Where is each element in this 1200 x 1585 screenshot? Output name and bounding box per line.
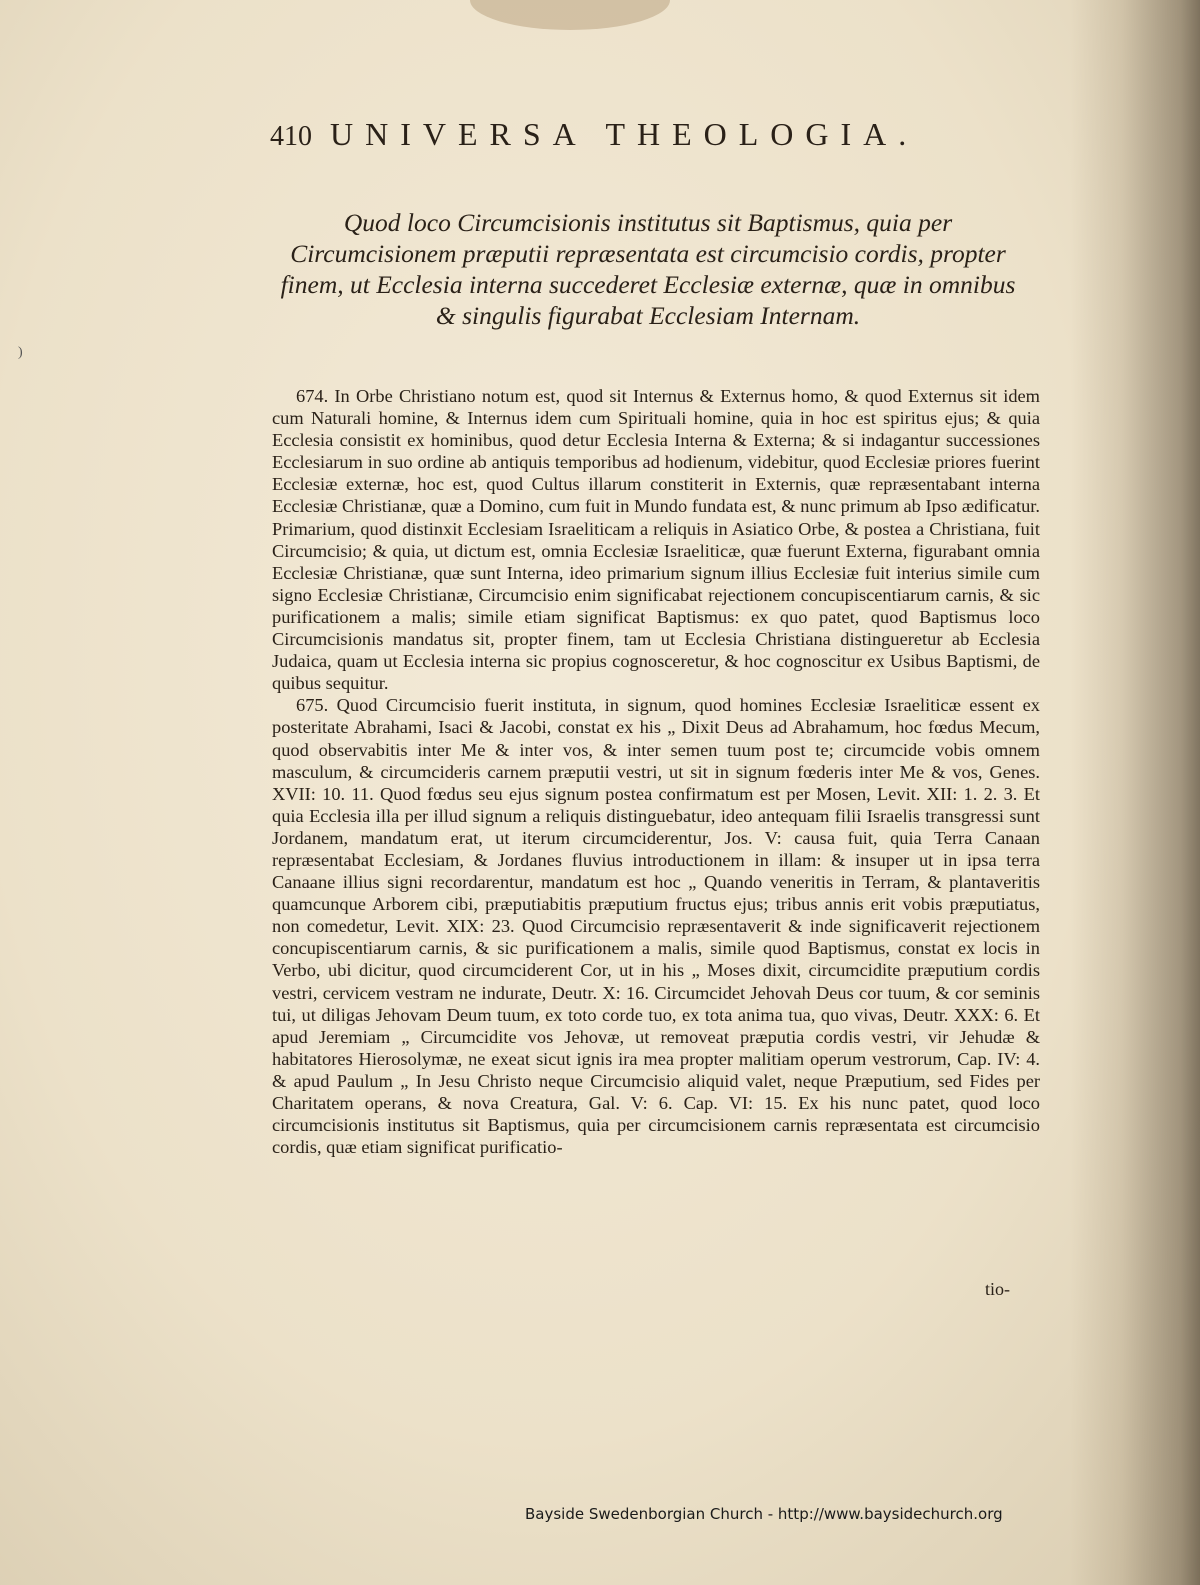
page-number: 410 — [270, 121, 312, 152]
paragraph-674: 674. In Orbe Christiano notum est, quod sit Internus & Externus homo, & quod Externus sit idem cum Naturali homine, & Internus idem cum Spirituali homine, quia in hoc est spiritus ejus; & quia Ecclesia consistit ex hominibus, quod detur Ecclesia Interna & Externa; & si indagantur successiones Ecclesiarum in suo ordine ab antiquis temporibus ad hodienum, videbitur, quod Ecclesiæ priores fuerint Ecclesiæ externæ, hoc est, quod Cultus illarum constiterit in Externis, quæ repræsentabant interna Ecclesiæ Christianæ, quæ a Domino, cum fuit in Mundo fundata est, & nunc primum ab Ipso ædificatur. Primarium, quod distinxit Ecclesiam Israeliticam a reliquis in Asiatico Orbe, & postea a Christiana, fuit Circumcisio; & quia, ut dictum est, omnia Ecclesiæ Israeliticæ, quæ fuerunt Externa, figurabant omnia Ecclesiæ Christianæ, quæ sunt Interna, ideo primarium signum illius Ecclesiæ fuit interius simile cum signo Ecclesiæ Christianæ, Circumcisio enim significabat rejectionem concupiscentiarum carnis, & sic purificationem a malis; simile etiam significat Baptismus: ex quo patet, quod Baptismus loco Circumcisionis mandatus sit, propter finem, tam ut Ecclesia Christiana distingueretur ab Ecclesia Judaica, quam ut Ecclesia interna sic propius cognosceretur, & hoc cognoscitur ex Usibus Baptismi, de quibus sequitur. — [272, 386, 1040, 694]
footer-credit: Bayside Swedenborgian Church - http://www.baysidechurch.org — [525, 1505, 1003, 1523]
running-head — [270, 116, 970, 156]
page-gutter-shadow — [1070, 0, 1200, 1585]
running-title: UNIVERSA THEOLOGIA. — [330, 116, 919, 152]
catchword: tio- — [985, 1279, 1010, 1299]
margin-mark: ) — [18, 345, 23, 360]
paragraph-675: 675. Quod Circumcisio fuerit instituta, in signum, quod homines Ecclesiæ Israeliticæ essent ex posteritate Abrahami, Isaci & Jacobi, constat ex his „ Dixit Deus ad Abrahamum, hoc fœdus Mecum, quod observabitis inter Me & inter vos, & inter semen tuum post te; circumcide vobis omnem masculum, & circumcideris carnem præputii vestri, ut sit in signum fœderis inter Me & vos, Genes. XVII: 10. 11. Quod fœdus seu ejus signum postea confirmatum est per Mosen, Levit. XII: 1. 2. 3. Et quia Ecclesia illa per illud signum a reliquis distinguebatur, ideo antequam filii Israelis transgressi sunt Jordanem, mandatum erat, ut iterum circumciderentur, Jos. V: causa fuit, quia Terra Canaan repræsentabat Ecclesiam, & Jordanes fluvius introductionem in illam: & insuper ut in ipsa terra Canaane illius signi recordarentur, mandatum est hoc „ Quando veneritis in Terram, & plantaveritis quamcunque Arborem cibi, præputiabitis præputium fructus ejus; tribus annis erit vobis præputiatus, non comedetur, Levit. XIX: 23. Quod Circumcisio repræsentaverit & inde significaverit rejectionem concupiscentiarum carnis, & sic purificationem a malis, simile quod Baptismus, constat ex locis in Verbo, ubi dicitur, quod circumciderent Cor, ut in his „ Moses dixit, circumcidite præputium cordis vestri, cervicem vestram ne indurate, Deutr. X: 16. Circumcidet Jehovah Deus cor tuum, & cor seminis tui, ut diligas Jehovam Deum tuum, ex toto corde tuo, ex tota anima tua, quo vivas, Deutr. XXX: 6. Et apud Jeremiam „ Circumcidite vos Jehovæ, ut removeat præputia cordis vestri, vir Jehudæ & habitatores Hierosolymæ, ne exeat sicut ignis ira mea propter malitiam operum vestrorum, Cap. IV: 4. & apud Paulum „ In Jesu Christo neque Circumcisio aliquid valet, neque Præputium, sed Fides per Charitatem operans, & nova Creatura, Gal. V: 6. Cap. VI: 15. Ex his nunc patet, quod loco circumcisionis institutus sit Baptismus, quia per circumcisionem carnis repræsentata est circumcisio cordis, quæ etiam significat purificatio- — [272, 695, 1040, 1158]
page-stain — [470, 0, 670, 30]
body-text — [272, 385, 1040, 1158]
section-heading: Quod loco Circumcisionis institutus sit Baptismus, quia per Circumcisionem præputii repræsentata est circumcisio cordis, propter finem, ut Ecclesia interna succederet Ecclesiæ externæ, quæ in omnibus & singulis figurabat Ecclesiam Internam. — [280, 208, 1016, 330]
